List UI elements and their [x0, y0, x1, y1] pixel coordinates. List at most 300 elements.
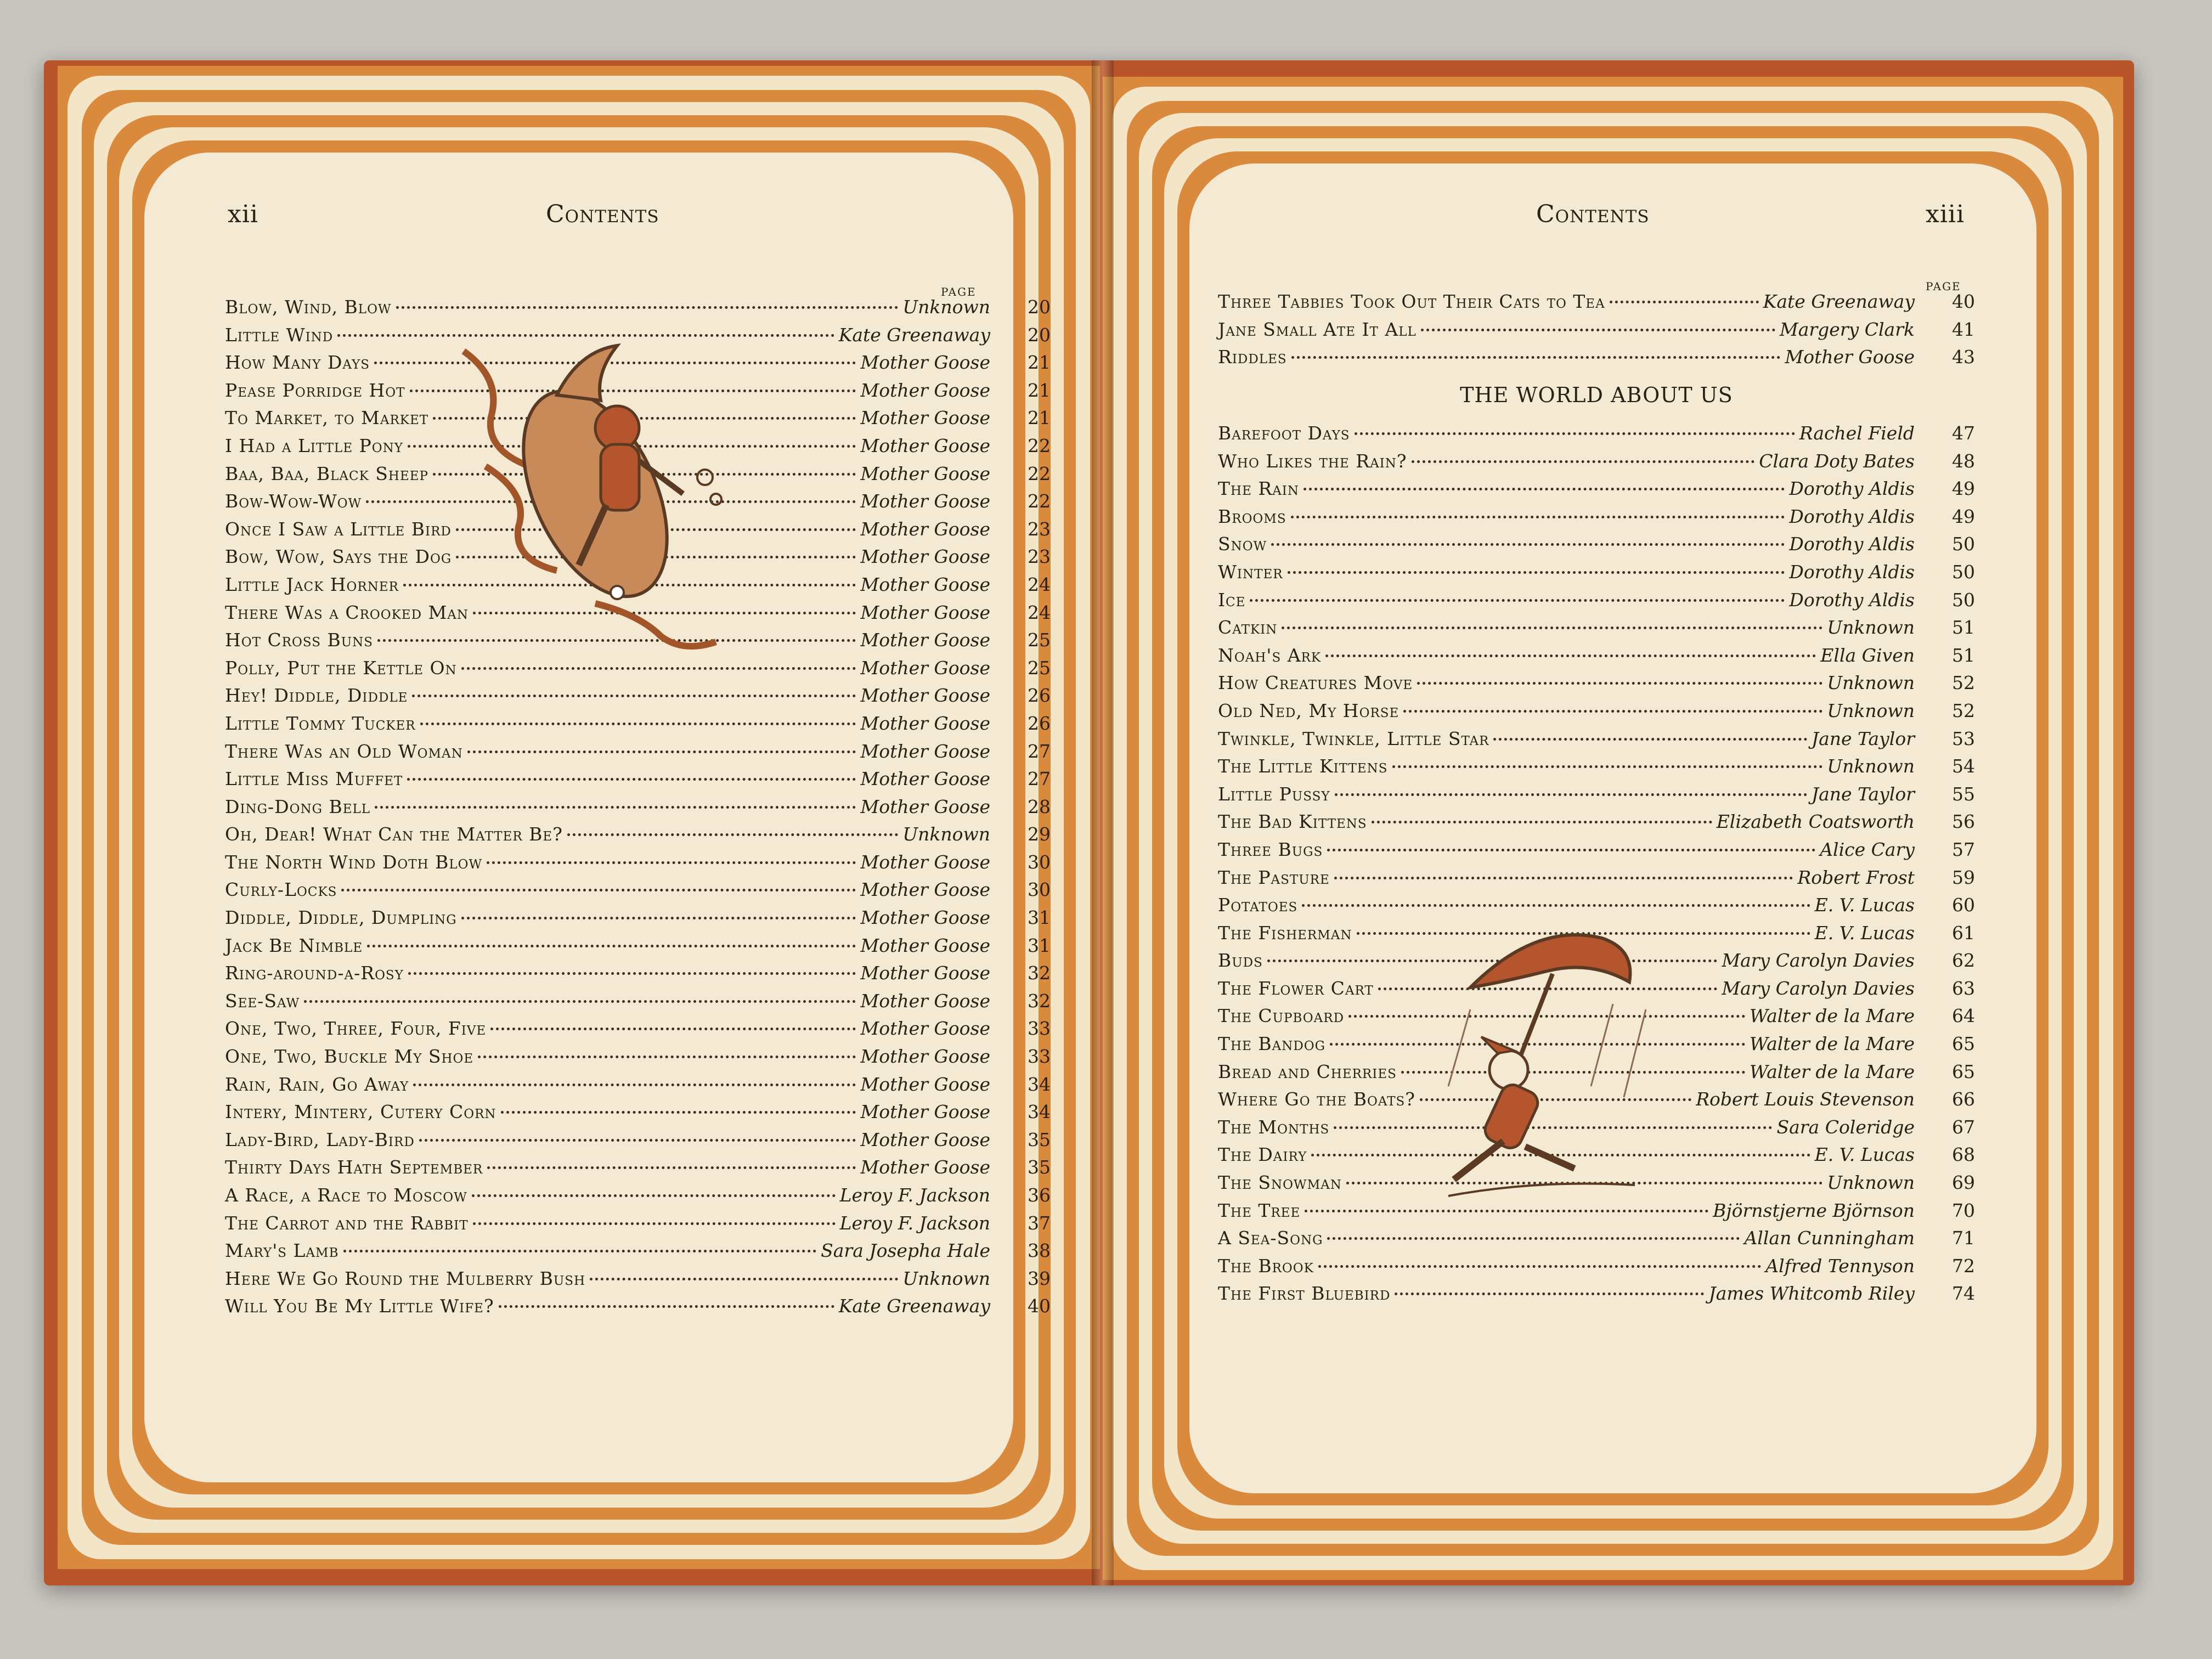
entry-title: Diddle, Diddle, Dumpling — [225, 907, 457, 929]
entry-author: Dorothy Aldis — [1789, 589, 1915, 611]
leader-dots — [478, 1055, 856, 1058]
entry-title: Little Miss Muffet — [225, 768, 403, 790]
entry-page: 50 — [1952, 533, 1975, 555]
entry-title: The North Wind Doth Blow — [225, 851, 483, 873]
leader-dots — [413, 1083, 856, 1086]
left-toc-entry — [225, 823, 1051, 851]
entry-title: Three Bugs — [1218, 838, 1323, 860]
left-toc-entry — [225, 990, 1051, 1018]
entry-author: Walter de la Mare — [1750, 1005, 1915, 1027]
entry-page: 52 — [1952, 672, 1975, 694]
entry-title: There Was an Old Woman — [225, 740, 463, 762]
entry-page: 32 — [1028, 990, 1051, 1012]
entry-title: Will You Be My Little Wife? — [225, 1295, 494, 1317]
entry-page: 69 — [1952, 1172, 1975, 1194]
entry-author: Mother Goose — [860, 685, 990, 707]
entry-author: Mother Goose — [860, 934, 990, 956]
entry-page: 55 — [1952, 783, 1975, 805]
entry-page: 53 — [1952, 727, 1975, 749]
book-spine — [1092, 60, 1114, 1585]
leader-dots — [1372, 820, 1712, 823]
left-page — [58, 66, 1100, 1569]
entry-page: 61 — [1952, 922, 1975, 944]
entry-title: Bow-Wow-Wow — [225, 490, 362, 512]
leader-dots — [1334, 876, 1793, 879]
entry-title: Snow — [1218, 533, 1267, 555]
entry-page: 41 — [1952, 318, 1975, 340]
entry-page: 25 — [1028, 657, 1051, 679]
entry-title: Ring-around-a-Rosy — [225, 962, 404, 984]
entry-title: Little Wind — [225, 324, 334, 346]
leader-dots — [407, 777, 856, 781]
leader-dots — [501, 1110, 856, 1114]
entry-author: Mother Goose — [860, 1128, 990, 1150]
right-toc-entry — [1218, 867, 1975, 895]
leader-dots — [1305, 1209, 1708, 1212]
entry-author: Robert Louis Stevenson — [1696, 1088, 1915, 1110]
leader-dots — [396, 306, 899, 309]
leader-dots — [473, 1222, 836, 1225]
left-toc-entry — [225, 1101, 1051, 1129]
leader-dots — [1610, 300, 1759, 303]
entry-page: 24 — [1028, 573, 1051, 595]
right-page-number: xiii — [1926, 200, 1965, 228]
right-toc-entry — [1218, 645, 1975, 673]
leader-dots — [1291, 515, 1785, 518]
entry-title: Ice — [1218, 589, 1246, 611]
left-toc-entry — [225, 713, 1051, 741]
entry-author: Leroy F. Jackson — [839, 1212, 990, 1234]
entry-title: Blow, Wind, Blow — [225, 296, 392, 318]
entry-page: 51 — [1952, 617, 1975, 639]
entry-page: 20 — [1028, 324, 1051, 346]
left-toc-entry — [225, 1129, 1051, 1157]
entry-author: Jane Taylor — [1811, 783, 1915, 805]
left-toc-entry — [225, 907, 1051, 935]
leader-dots — [472, 1194, 836, 1197]
entry-page: 29 — [1028, 823, 1051, 845]
entry-title: Little Pussy — [1218, 783, 1330, 805]
left-page-heading: Contents — [546, 200, 659, 228]
leader-dots — [420, 722, 856, 725]
entry-author: Walter de la Mare — [1750, 1033, 1915, 1055]
left-page-number: xii — [228, 200, 258, 228]
entry-title: One, Two, Three, Four, Five — [225, 1018, 487, 1040]
entry-page: 35 — [1028, 1156, 1051, 1178]
elf-riding-fish-illustration — [453, 329, 782, 658]
leader-dots — [1392, 765, 1823, 768]
leader-dots — [1421, 328, 1775, 331]
entry-title: How Many Days — [225, 352, 370, 374]
entry-title: Pease Porridge Hot — [225, 379, 405, 401]
entry-title: Baa, Baa, Black Sheep — [225, 462, 429, 484]
entry-page: 60 — [1952, 894, 1975, 916]
entry-title: The Dairy — [1218, 1144, 1307, 1166]
entry-page: 56 — [1952, 811, 1975, 833]
entry-title: Oh, Dear! What Can the Matter Be? — [225, 823, 563, 845]
entry-author: Alice Cary — [1820, 838, 1915, 860]
leader-dots — [408, 972, 856, 975]
entry-author: Mother Goose — [860, 1156, 990, 1178]
entry-page: 49 — [1952, 505, 1975, 527]
left-toc-entry — [225, 1156, 1051, 1184]
left-toc-entry — [225, 1295, 1051, 1323]
entry-title: The Rain — [1218, 478, 1300, 500]
leader-dots — [1327, 848, 1815, 851]
entry-page: 34 — [1028, 1073, 1051, 1095]
entry-author: Robert Frost — [1797, 866, 1915, 888]
entry-author: Unknown — [1827, 617, 1915, 639]
entry-page: 21 — [1028, 407, 1051, 429]
entry-title: Noah's Ark — [1218, 644, 1322, 666]
entry-author: Mother Goose — [860, 907, 990, 929]
entry-title: Winter — [1218, 561, 1283, 583]
entry-author: Mother Goose — [860, 657, 990, 679]
leader-dots — [487, 1166, 856, 1169]
leader-dots — [1327, 1237, 1740, 1240]
left-toc-entry — [225, 851, 1051, 879]
entry-page: 23 — [1028, 518, 1051, 540]
entry-title: The Snowman — [1218, 1172, 1342, 1194]
right-toc-top-list — [1218, 291, 1975, 374]
entry-page: 37 — [1028, 1212, 1051, 1234]
entry-title: The Brook — [1218, 1255, 1314, 1277]
entry-author: Unknown — [1827, 699, 1915, 721]
leader-dots — [1325, 654, 1816, 657]
leader-dots — [343, 1249, 817, 1252]
entry-author: Dorothy Aldis — [1789, 478, 1915, 500]
left-toc-entry — [225, 796, 1051, 824]
entry-title: Ding-Dong Bell — [225, 795, 371, 817]
entry-title: Old Ned, My Horse — [1218, 699, 1400, 721]
left-toc-entry — [225, 1018, 1051, 1046]
entry-title: Intery, Mintery, Cutery Corn — [225, 1101, 496, 1123]
entry-title: Brooms — [1218, 505, 1286, 527]
leader-dots — [1395, 1292, 1704, 1295]
entry-title: Little Jack Horner — [225, 573, 399, 595]
leader-dots — [1288, 571, 1785, 574]
entry-title: Who Likes the Rain? — [1218, 450, 1407, 472]
entry-title: The Flower Cart — [1218, 977, 1374, 999]
entry-page: 54 — [1952, 755, 1975, 777]
entry-title: The Tree — [1218, 1199, 1301, 1221]
entry-author: Dorothy Aldis — [1789, 505, 1915, 527]
entry-page: 38 — [1028, 1240, 1051, 1262]
entry-author: Kate Greenaway — [1763, 291, 1915, 312]
right-toc-entry — [1218, 589, 1975, 617]
entry-title: Bread and Cherries — [1218, 1060, 1397, 1082]
right-toc-entry — [1218, 783, 1975, 811]
entry-title: Polly, Put the Kettle On — [225, 657, 457, 679]
entry-title: Curly-Locks — [225, 879, 337, 901]
left-page-label: PAGE — [941, 285, 977, 298]
section-title: THE WORLD ABOUT US — [1460, 383, 1733, 407]
entry-author: Mother Goose — [860, 795, 990, 817]
entry-page: 64 — [1952, 1005, 1975, 1027]
right-toc-top-entry — [1218, 346, 1975, 374]
leader-dots — [367, 944, 856, 947]
left-toc-entry — [225, 1184, 1051, 1212]
entry-author: Björnstjerne Björnson — [1713, 1199, 1915, 1221]
right-toc-entry — [1218, 561, 1975, 589]
entry-author: Sara Josepha Hale — [821, 1240, 990, 1262]
entry-page: 39 — [1028, 1267, 1051, 1289]
entry-author: Mother Goose — [860, 352, 990, 374]
entry-author: Mother Goose — [860, 490, 990, 512]
entry-page: 26 — [1028, 685, 1051, 707]
entry-author: Mother Goose — [860, 462, 990, 484]
right-toc-entry — [1218, 1227, 1975, 1255]
entry-author: E. V. Lucas — [1814, 922, 1915, 944]
entry-page: 30 — [1028, 879, 1051, 901]
entry-author: Mother Goose — [860, 990, 990, 1012]
left-toc-entry — [225, 657, 1051, 685]
entry-author: Mother Goose — [860, 1018, 990, 1040]
entry-page: 40 — [1028, 1295, 1051, 1317]
right-toc-entry — [1218, 617, 1975, 645]
entry-author: Jane Taylor — [1811, 727, 1915, 749]
left-toc-entry — [225, 1074, 1051, 1102]
right-page-heading: Contents — [1536, 200, 1650, 228]
right-toc-entry — [1218, 700, 1975, 728]
entry-author: Alfred Tennyson — [1765, 1255, 1915, 1277]
leader-dots — [1302, 904, 1810, 907]
entry-author: Unknown — [1827, 1172, 1915, 1194]
right-toc-entry — [1218, 1255, 1975, 1283]
entry-page: 22 — [1028, 435, 1051, 456]
entry-page: 30 — [1028, 851, 1051, 873]
entry-page: 31 — [1028, 907, 1051, 929]
entry-author: Unknown — [902, 823, 990, 845]
entry-page: 68 — [1952, 1144, 1975, 1166]
entry-title: The Bandog — [1218, 1033, 1326, 1055]
right-page-label: PAGE — [1926, 280, 1961, 293]
entry-author: Mother Goose — [860, 518, 990, 540]
entry-page: 70 — [1952, 1199, 1975, 1221]
entry-page: 52 — [1952, 699, 1975, 721]
left-toc-entry — [225, 768, 1051, 796]
entry-author: Margery Clark — [1779, 318, 1915, 340]
entry-page: 40 — [1952, 291, 1975, 312]
entry-page: 26 — [1028, 712, 1051, 734]
entry-title: The Bad Kittens — [1218, 811, 1367, 833]
entry-page: 43 — [1952, 346, 1975, 368]
entry-author: Mother Goose — [860, 407, 990, 429]
entry-page: 25 — [1028, 629, 1051, 651]
entry-page: 50 — [1952, 589, 1975, 611]
entry-author: Mother Goose — [860, 1046, 990, 1068]
elf-with-mushroom-umbrella-illustration — [1437, 922, 1701, 1207]
entry-title: The Little Kittens — [1218, 755, 1388, 777]
leader-dots — [499, 1305, 834, 1308]
right-toc-top-entry — [1218, 291, 1975, 319]
entry-title: The Fisherman — [1218, 922, 1352, 944]
entry-author: Dorothy Aldis — [1789, 533, 1915, 555]
right-toc-entry — [1218, 478, 1975, 506]
left-toc-entry — [225, 296, 1051, 324]
entry-page: 21 — [1028, 379, 1051, 401]
entry-title: There Was a Crooked Man — [225, 601, 469, 623]
entry-title: See-Saw — [225, 990, 300, 1012]
leader-dots — [461, 916, 856, 919]
entry-page: 27 — [1028, 740, 1051, 762]
entry-author: Mother Goose — [860, 851, 990, 873]
entry-title: Barefoot Days — [1218, 422, 1350, 444]
entry-page: 31 — [1028, 934, 1051, 956]
entry-title: To Market, to Market — [225, 407, 429, 429]
left-toc-entry — [225, 685, 1051, 713]
entry-author: Mother Goose — [860, 379, 990, 401]
entry-author: Mary Carolyn Davies — [1722, 950, 1915, 972]
entry-title: Mary's Lamb — [225, 1240, 339, 1262]
leader-dots — [375, 805, 856, 809]
entry-title: Here We Go Round the Mulberry Bush — [225, 1267, 586, 1289]
entry-author: Walter de la Mare — [1750, 1060, 1915, 1082]
right-toc-entry — [1218, 450, 1975, 478]
left-toc-entry — [225, 1212, 1051, 1240]
entry-author: E. V. Lucas — [1814, 1144, 1915, 1166]
entry-title: How Creatures Move — [1218, 672, 1413, 694]
entry-author: Leroy F. Jackson — [839, 1184, 990, 1206]
right-toc-top-entry — [1218, 319, 1975, 347]
entry-page: 33 — [1028, 1018, 1051, 1040]
leader-dots — [1291, 356, 1781, 359]
leader-dots — [1417, 681, 1822, 685]
entry-title: Little Tommy Tucker — [225, 712, 416, 734]
entry-author: Kate Greenaway — [838, 324, 990, 346]
entry-title: Jack Be Nimble — [225, 934, 363, 956]
entry-author: Kate Greenaway — [838, 1295, 990, 1317]
leader-dots — [490, 1027, 856, 1030]
entry-author: Mary Carolyn Davies — [1722, 977, 1915, 999]
leader-dots — [487, 861, 856, 864]
entry-page: 48 — [1952, 450, 1975, 472]
entry-author: Elizabeth Coatsworth — [1716, 811, 1915, 833]
right-toc-entry — [1218, 728, 1975, 756]
entry-author: Mother Goose — [860, 601, 990, 623]
entry-page: 23 — [1028, 546, 1051, 568]
entry-title: Buds — [1218, 950, 1263, 972]
left-toc-entry — [225, 879, 1051, 907]
entry-title: The Months — [1218, 1116, 1330, 1138]
entry-page: 50 — [1952, 561, 1975, 583]
entry-title: Potatoes — [1218, 894, 1298, 916]
right-toc-entry — [1218, 672, 1975, 700]
entry-author: E. V. Lucas — [1814, 894, 1915, 916]
entry-author: Mother Goose — [860, 629, 990, 651]
entry-author: Sara Coleridge — [1776, 1116, 1915, 1138]
entry-title: Hey! Diddle, Diddle — [225, 685, 408, 707]
entry-page: 32 — [1028, 962, 1051, 984]
leader-dots — [467, 750, 856, 753]
entry-page: 22 — [1028, 490, 1051, 512]
leader-dots — [590, 1277, 898, 1280]
entry-page: 27 — [1028, 768, 1051, 790]
entry-author: Ella Given — [1820, 644, 1915, 666]
entry-page: 22 — [1028, 462, 1051, 484]
right-toc-entry — [1218, 811, 1975, 839]
entry-page: 34 — [1028, 1101, 1051, 1123]
entry-author: Mother Goose — [1785, 346, 1915, 368]
leader-dots — [1271, 543, 1785, 546]
entry-page: 57 — [1952, 838, 1975, 860]
entry-page: 47 — [1952, 422, 1975, 444]
entry-title: Rain, Rain, Go Away — [225, 1073, 409, 1095]
entry-title: Twinkle, Twinkle, Little Star — [1218, 727, 1489, 749]
entry-title: A Race, a Race to Moscow — [225, 1184, 467, 1206]
entry-title: Where Go the Boats? — [1218, 1088, 1415, 1110]
entry-page: 67 — [1952, 1116, 1975, 1138]
entry-author: Unknown — [1827, 755, 1915, 777]
entry-page: 35 — [1028, 1128, 1051, 1150]
right-toc-entry — [1218, 1283, 1975, 1311]
leader-dots — [461, 667, 856, 670]
entry-title: Bow, Wow, Says the Dog — [225, 546, 452, 568]
entry-author: Unknown — [1827, 672, 1915, 694]
right-toc-entry — [1218, 755, 1975, 783]
leader-dots — [1304, 487, 1785, 490]
leader-dots — [1318, 1265, 1761, 1268]
entry-page: 20 — [1028, 296, 1051, 318]
entry-author: Mother Goose — [860, 1073, 990, 1095]
entry-author: Clara Doty Bates — [1759, 450, 1915, 472]
entry-title: Riddles — [1218, 346, 1287, 368]
leader-dots — [304, 1000, 856, 1003]
leader-dots — [1282, 626, 1822, 629]
entry-author: Rachel Field — [1799, 422, 1915, 444]
entry-page: 66 — [1952, 1088, 1975, 1110]
left-toc-entry — [225, 1240, 1051, 1268]
leader-dots — [341, 888, 856, 891]
entry-page: 72 — [1952, 1255, 1975, 1277]
entry-author: Allan Cunningham — [1744, 1227, 1915, 1249]
entry-title: The Pasture — [1218, 866, 1330, 888]
entry-title: Once I Saw a Little Bird — [225, 518, 452, 540]
entry-page: 62 — [1952, 950, 1975, 972]
left-toc-entry — [225, 962, 1051, 990]
entry-page: 63 — [1952, 977, 1975, 999]
entry-author: James Whitcomb Riley — [1708, 1283, 1915, 1305]
entry-page: 71 — [1952, 1227, 1975, 1249]
entry-page: 59 — [1952, 866, 1975, 888]
entry-title: Three Tabbies Took Out Their Cats to Tea — [1218, 291, 1605, 312]
right-toc-entry — [1218, 894, 1975, 922]
left-toc-entry — [225, 935, 1051, 963]
entry-page: 65 — [1952, 1060, 1975, 1082]
leader-dots — [419, 1138, 856, 1142]
right-toc-entry — [1218, 422, 1975, 450]
entry-page: 21 — [1028, 352, 1051, 374]
entry-author: Mother Goose — [860, 435, 990, 456]
entry-author: Mother Goose — [860, 573, 990, 595]
entry-title: The Cupboard — [1218, 1005, 1345, 1027]
entry-page: 49 — [1952, 478, 1975, 500]
entry-author: Mother Goose — [860, 1101, 990, 1123]
leader-dots — [1355, 432, 1795, 435]
entry-author: Mother Goose — [860, 712, 990, 734]
entry-page: 36 — [1028, 1184, 1051, 1206]
right-toc-entry — [1218, 506, 1975, 534]
entry-title: One, Two, Buckle My Shoe — [225, 1046, 474, 1068]
entry-page: 65 — [1952, 1033, 1975, 1055]
leader-dots — [1250, 599, 1785, 602]
leader-dots — [1403, 709, 1822, 713]
right-toc-entry — [1218, 533, 1975, 561]
entry-title: Thirty Days Hath September — [225, 1156, 483, 1178]
entry-author: Dorothy Aldis — [1789, 561, 1915, 583]
right-toc-entry — [1218, 839, 1975, 867]
entry-page: 24 — [1028, 601, 1051, 623]
